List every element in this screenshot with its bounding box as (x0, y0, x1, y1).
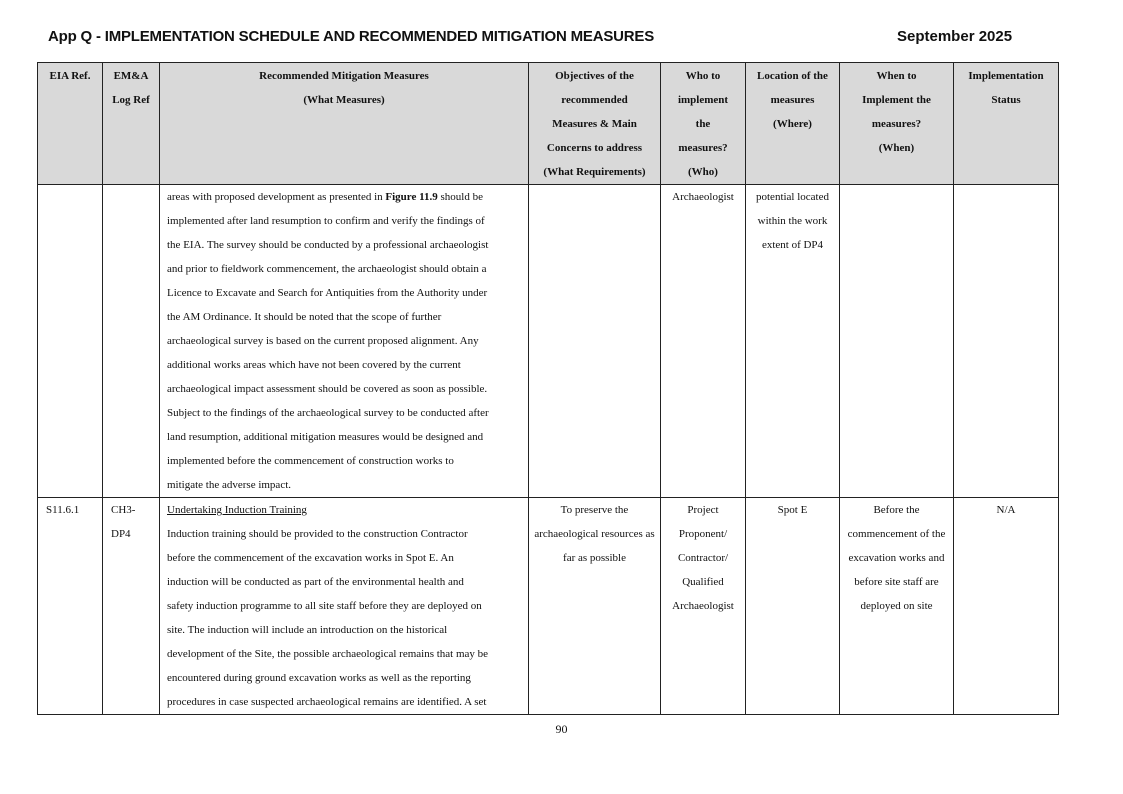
measure-cell (160, 498, 529, 715)
where-cell (746, 498, 840, 715)
measure-text: Induction training should be provided to the construction Contractor (167, 528, 468, 540)
measure-text: site. The induction will include an introduction on the historical (167, 624, 448, 636)
measure-text: implemented after land resumption to confirm and verify the findings of (167, 215, 485, 227)
col-who (661, 63, 746, 185)
col-objectives (529, 63, 661, 185)
measure-text: archaeological survey is based on the current proposed alignment. Any (167, 335, 479, 347)
cell-text: To preserve the (560, 504, 629, 516)
column-header-text: Measures & Main (552, 118, 637, 130)
column-header-text: (What Measures) (303, 94, 385, 106)
column-header-text: (Who) (688, 166, 718, 178)
document-title: App Q - IMPLEMENTATION SCHEDULE AND RECOMMENDED MITIGATION MEASURES (48, 28, 655, 45)
column-header-text: EM&A (113, 70, 149, 82)
where-cell (746, 185, 840, 498)
measure-text: implemented before the commencement of construction works to (167, 455, 454, 467)
col-status (954, 63, 1059, 185)
measure-text: mitigate the adverse impact. (167, 479, 292, 491)
cell-text: commencement of the (847, 528, 946, 540)
cell-text: Proponent/ (678, 528, 728, 540)
measure-text: safety induction programme to all site staff before they are deployed on (167, 600, 482, 612)
column-header-text: Who to (685, 70, 721, 82)
cell-text: archaeological resources as (534, 528, 655, 540)
cell-text: Project (687, 504, 719, 516)
document-date: September 2025 (897, 28, 1013, 45)
cell-text: DP4 (111, 528, 131, 540)
who-cell (661, 185, 746, 498)
table-header-row (38, 63, 1059, 185)
log-ref-cell (103, 185, 160, 498)
cell-text: Archaeologist (672, 191, 734, 203)
cell-text: extent of DP4 (761, 239, 824, 251)
measure-text: areas with proposed development as presented in Figure 11.9 should be (167, 191, 483, 203)
cell-text: within the work (757, 215, 828, 227)
column-header-text: Recommended Mitigation Measures (259, 70, 429, 82)
implementation-schedule-table (37, 62, 1059, 715)
status-cell (954, 185, 1059, 498)
page-number: 90 (555, 722, 568, 736)
cell-text: before site staff are (854, 576, 939, 588)
cell-text: Archaeologist (672, 600, 734, 612)
column-header-text: When to (876, 70, 917, 82)
column-header-text: Concerns to address (546, 142, 643, 154)
cell-text: Spot E (777, 504, 808, 516)
cell-text: far as possible (563, 552, 626, 564)
eia-ref-cell: S11.6.1 (38, 498, 103, 715)
col-measures (160, 63, 529, 185)
column-header-text: (When) (878, 142, 915, 154)
column-header-text: Implement the (862, 94, 931, 106)
measure-text: the AM Ordinance. It should be noted that the scope of further (167, 311, 442, 323)
figure-reference: Figure 11.9 (385, 191, 438, 203)
col-eia-ref (38, 63, 103, 185)
measure-text: Licence to Excavate and Search for Antiquities from the Authority under (167, 287, 488, 299)
cell-text: potential located (756, 191, 829, 203)
column-header-text: recommended (561, 94, 628, 106)
measure-text: the EIA. The survey should be conducted by a professional archaeologist (167, 239, 489, 251)
table-row (38, 498, 1059, 715)
column-header-text: measures? (678, 142, 728, 154)
cell-text: Before the (873, 504, 920, 516)
column-header-text: implement (677, 94, 729, 106)
column-header-text: (Where) (773, 118, 812, 130)
when-cell (840, 185, 954, 498)
cell-text: excavation works and (848, 552, 945, 564)
measure-text: encountered during ground excavation works as well as the reporting (167, 672, 471, 684)
column-header-text: Location of the (757, 70, 828, 82)
column-header-text: Implementation (968, 70, 1044, 82)
cell-text: Qualified (682, 576, 724, 588)
measure-cell (160, 185, 529, 498)
table-row (38, 185, 1059, 498)
column-header-text: Log Ref (112, 94, 150, 106)
cell-text: N/A (996, 504, 1016, 516)
measure-text: additional works areas which have not been covered by the current (167, 359, 461, 371)
measure-text: induction will be conducted as part of the environmental health and (167, 576, 464, 588)
column-header-text: Status (991, 94, 1021, 106)
column-header-text: measures (770, 94, 815, 106)
measure-text: and prior to fieldwork commencement, the archaeologist should obtain a (167, 263, 487, 275)
measure-title: Undertaking Induction Training (167, 504, 307, 516)
column-header-text: the (695, 118, 711, 130)
measure-text: land resumption, additional mitigation measures would be designed and (167, 431, 484, 443)
col-log-ref (103, 63, 160, 185)
when-cell (840, 498, 954, 715)
col-when (840, 63, 954, 185)
measure-text: archaeological impact assessment should be covered as soon as possible. (167, 383, 488, 395)
who-cell (661, 498, 746, 715)
measure-text: procedures in case suspected archaeological remains are identified. A set (167, 696, 487, 708)
column-header-text: Objectives of the (555, 70, 634, 82)
objectives-cell (529, 498, 661, 715)
column-header-text: EIA Ref. (49, 70, 91, 82)
measure-text: development of the Site, the possible archaeological remains that may be (167, 648, 489, 660)
col-where (746, 63, 840, 185)
objectives-cell (529, 185, 661, 498)
cell-text: deployed on site (860, 600, 933, 612)
measure-text: before the commencement of the excavation works in Spot E. An (167, 552, 454, 564)
log-ref-cell (103, 498, 160, 715)
cell-text: Contractor/ (677, 552, 729, 564)
column-header-text: measures? (871, 118, 922, 130)
measure-text: Subject to the findings of the archaeological survey to be conducted after (167, 407, 489, 419)
status-cell (954, 498, 1059, 715)
eia-ref-cell (38, 185, 103, 498)
column-header-text: (What Requirements) (543, 166, 646, 178)
cell-text: CH3- (111, 504, 136, 516)
